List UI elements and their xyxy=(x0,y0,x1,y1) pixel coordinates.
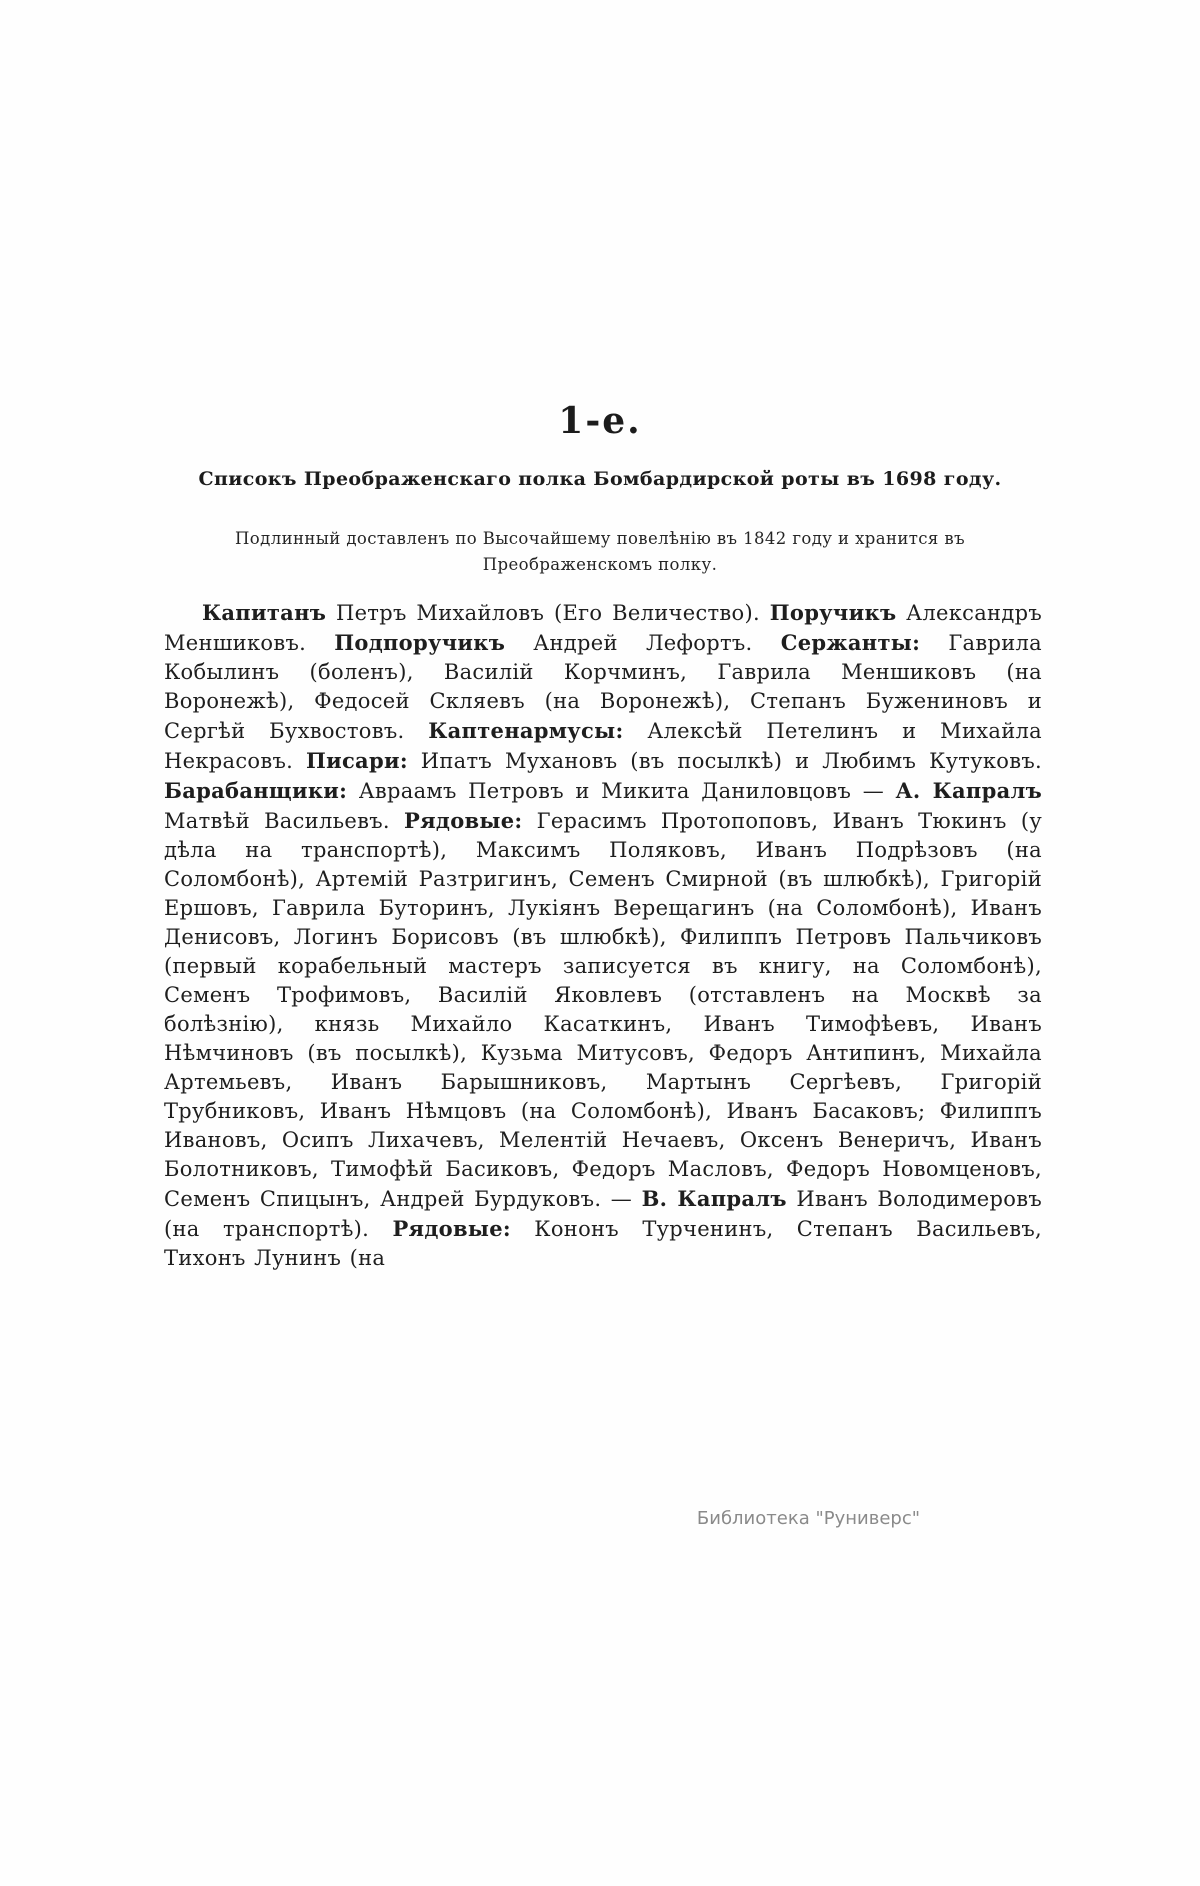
rank-label: Сержанты: xyxy=(780,630,921,655)
rank-label: Капитанъ xyxy=(202,600,327,625)
roster-text: Андрей Лефортъ. xyxy=(505,631,781,655)
roster-text: Александръ Меншиковъ. xyxy=(164,601,1042,655)
roster-text: Иванъ Володимеровъ (на транспортѣ). xyxy=(164,1187,1042,1241)
document-subtitle: Подлинный доставленъ по Высочайшему повелѣнію въ 1842 году и хранится въ Преображенскомъ полку. xyxy=(235,529,965,574)
roster-text: Ипатъ Мухановъ (въ посылкѣ) и Любимъ Кутуковъ. xyxy=(407,749,1042,773)
roster-text: Алексѣй Петелинъ и Михайла Некрасовъ. xyxy=(164,719,1042,773)
roster-text: Герасимъ Протопоповъ, Иванъ Тюкинъ (у дѣла на транспортѣ), Максимъ Поляковъ, Иванъ Подрѣзовъ (на Соломбонѣ), Артемій Разтригинъ, Семенъ Смирной (въ шлюбкѣ), Григорій Ершовъ, Гаврила Буторинъ, Лукіянъ Верещагинъ (на Соломбонѣ), Иванъ Денисовъ, Логинъ Борисовъ (въ шлюбкѣ), Филиппъ Петровъ Пальчиковъ (первый корабельный мастеръ записуется въ книгу, на Соломбонѣ), Семенъ Трофимовъ, Василій Яковлевъ (отставленъ на Москвѣ за болѣзнію), князь Михайло Касаткинъ, Иванъ Тимофѣевъ, Иванъ Нѣмчиновъ (въ посылкѣ), Кузьма Митусовъ, Федоръ Антипинъ, Михайла Артемьевъ, Иванъ Барышниковъ, Мартынъ Сергѣевъ, Григорій Трубниковъ, Иванъ Нѣмцовъ (на Соломбонѣ), Иванъ Басаковъ; Филиппъ Ивановъ, Осипъ Лихачевъ, Мелентій Нечаевъ, Оксенъ Венеричъ, Иванъ Болотниковъ, Тимофѣй Басиковъ, Федоръ Масловъ, Федоръ Новомценовъ, Семенъ Спицынъ, Андрей Бурдуковъ. — xyxy=(164,809,1042,1211)
rank-label: Каптенармусы: xyxy=(428,718,624,743)
rank-label: В. Капралъ xyxy=(641,1186,787,1211)
rank-label: А. Капралъ xyxy=(895,778,1042,803)
rank-label: Рядовые: xyxy=(392,1216,511,1241)
roster-text: Петръ Михайловъ (Его Величество). xyxy=(326,601,770,625)
rank-label: Поручикъ xyxy=(769,600,897,625)
section-heading: 1-е. xyxy=(558,400,642,442)
rank-label: Писари: xyxy=(305,748,408,773)
roster-text: Авраамъ Петровъ и Микита Даниловцовъ — xyxy=(347,779,896,803)
document-title: Списокъ Преображенскаго полка Бомбардирской роты въ 1698 году. xyxy=(198,468,1002,490)
rank-label: Барабанщики: xyxy=(164,778,348,803)
roster-text: Гаврила Кобылинъ (боленъ), Василій Корчминъ, Гаврила Меншиковъ (на Воронежѣ), Федосей Скляевъ (на Воронежѣ), Степанъ Бужениновъ и Сергѣй Бухвостовъ. xyxy=(164,631,1043,743)
roster-text: Кононъ Турченинъ, Степанъ Васильевъ, Тихонъ Лунинъ (на xyxy=(164,1217,1042,1270)
main-paragraph xyxy=(164,598,1042,1273)
library-watermark: Библиотека "Руниверс" xyxy=(696,1508,920,1529)
roster-text: Матвѣй Васильевъ. xyxy=(164,809,404,833)
rank-label: Рядовые: xyxy=(404,808,523,833)
rank-label: Подпоручикъ xyxy=(334,630,506,655)
